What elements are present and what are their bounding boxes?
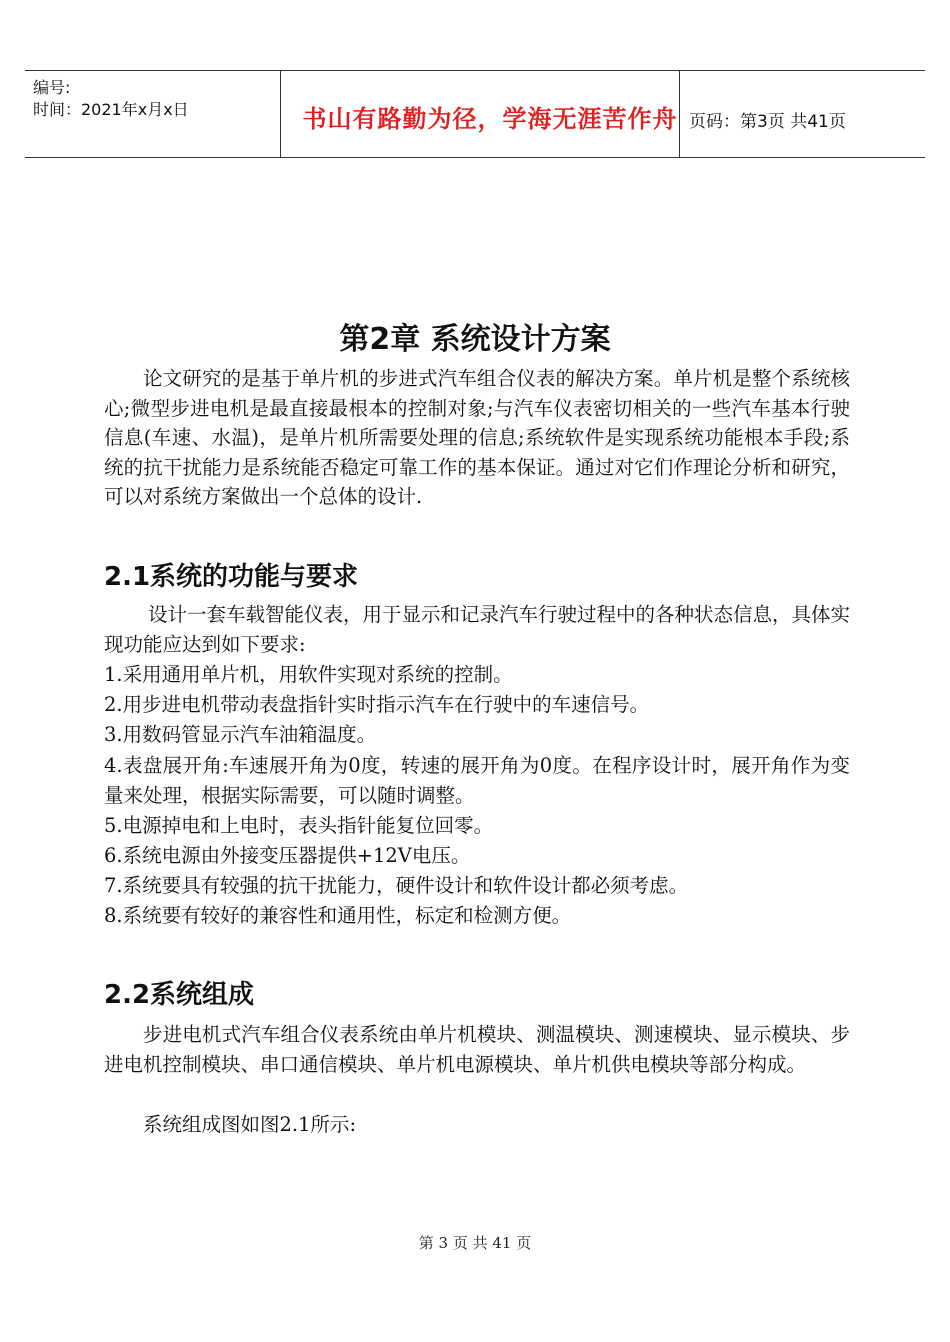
section-heading-2-2: 2.2系统组成 — [104, 980, 255, 1010]
list-item: 2.用步进电机带动表盘指针实时指示汽车在行驶中的车速信号。 — [104, 693, 650, 716]
list-item: 6.系统电源由外接变压器提供+12V电压。 — [104, 844, 471, 867]
time-label: 时间：2021年x月x日 — [33, 100, 189, 119]
header-page-info: 页码：第3页 共41页 — [689, 112, 846, 132]
section-2-paragraph: 步进电机式汽车组合仪表系统由单片机模块、测温模块、测速模块、显示模块、步进电机控制模块、串口通信模块、单片机电源模块、单片机供电模块等部分构成。 — [104, 1023, 850, 1076]
list-item: 7.系统要具有较强的抗干扰能力，硬件设计和软件设计都必须考虑。 — [104, 874, 689, 897]
header-meta — [33, 77, 189, 121]
number-label: 编号: — [33, 78, 71, 97]
list-item: 4.表盘展开角:车速展开角为0度，转速的展开角为0度。在程序设计时，展开角作为变量来处理，根据实际需要，可以随时调整。 — [104, 754, 850, 807]
figure-reference: 系统组成图如图2.1所示: — [143, 1113, 357, 1136]
section-1-lead: 设计一套车载智能仪表，用于显示和记录汽车行驶过程中的各种状态信息，具体实现功能应达到如下要求: — [104, 603, 851, 656]
list-item: 5.电源掉电和上电时，表头指针能复位回零。 — [104, 814, 494, 837]
header-motto: 书山有路勤为径，学海无涯苦作舟 — [302, 105, 678, 133]
page-header — [25, 70, 925, 158]
page-footer: 第 3 页 共 41 页 — [418, 1234, 532, 1252]
intro-paragraph: 论文研究的是基于单片机的步进式汽车组合仪表的解决方案。单片机是整个系统核心;微型步进电机是最直接最根本的控制对象;与汽车仪表密切相关的一些汽车基本行驶信息(车速、水温)，是单片机所需要处理的信息;系统软件是实现系统功能根本手段;系统的抗干扰能力是系统能否稳定可靠工作的基本保证。通过对它们作理论分析和研究，可以对系统方案做出一个总体的设计. — [104, 367, 850, 509]
header-divider — [679, 71, 680, 157]
list-item: 3.用数码管显示汽车油箱温度。 — [104, 723, 377, 746]
section-heading-2-1: 2.1系统的功能与要求 — [104, 562, 359, 592]
list-item: 8.系统要有较好的兼容性和通用性，标定和检测方便。 — [104, 904, 572, 927]
list-item: 1.采用通用单片机，用软件实现对系统的控制。 — [104, 663, 513, 686]
chapter-title: 第2章 系统设计方案 — [339, 322, 611, 357]
